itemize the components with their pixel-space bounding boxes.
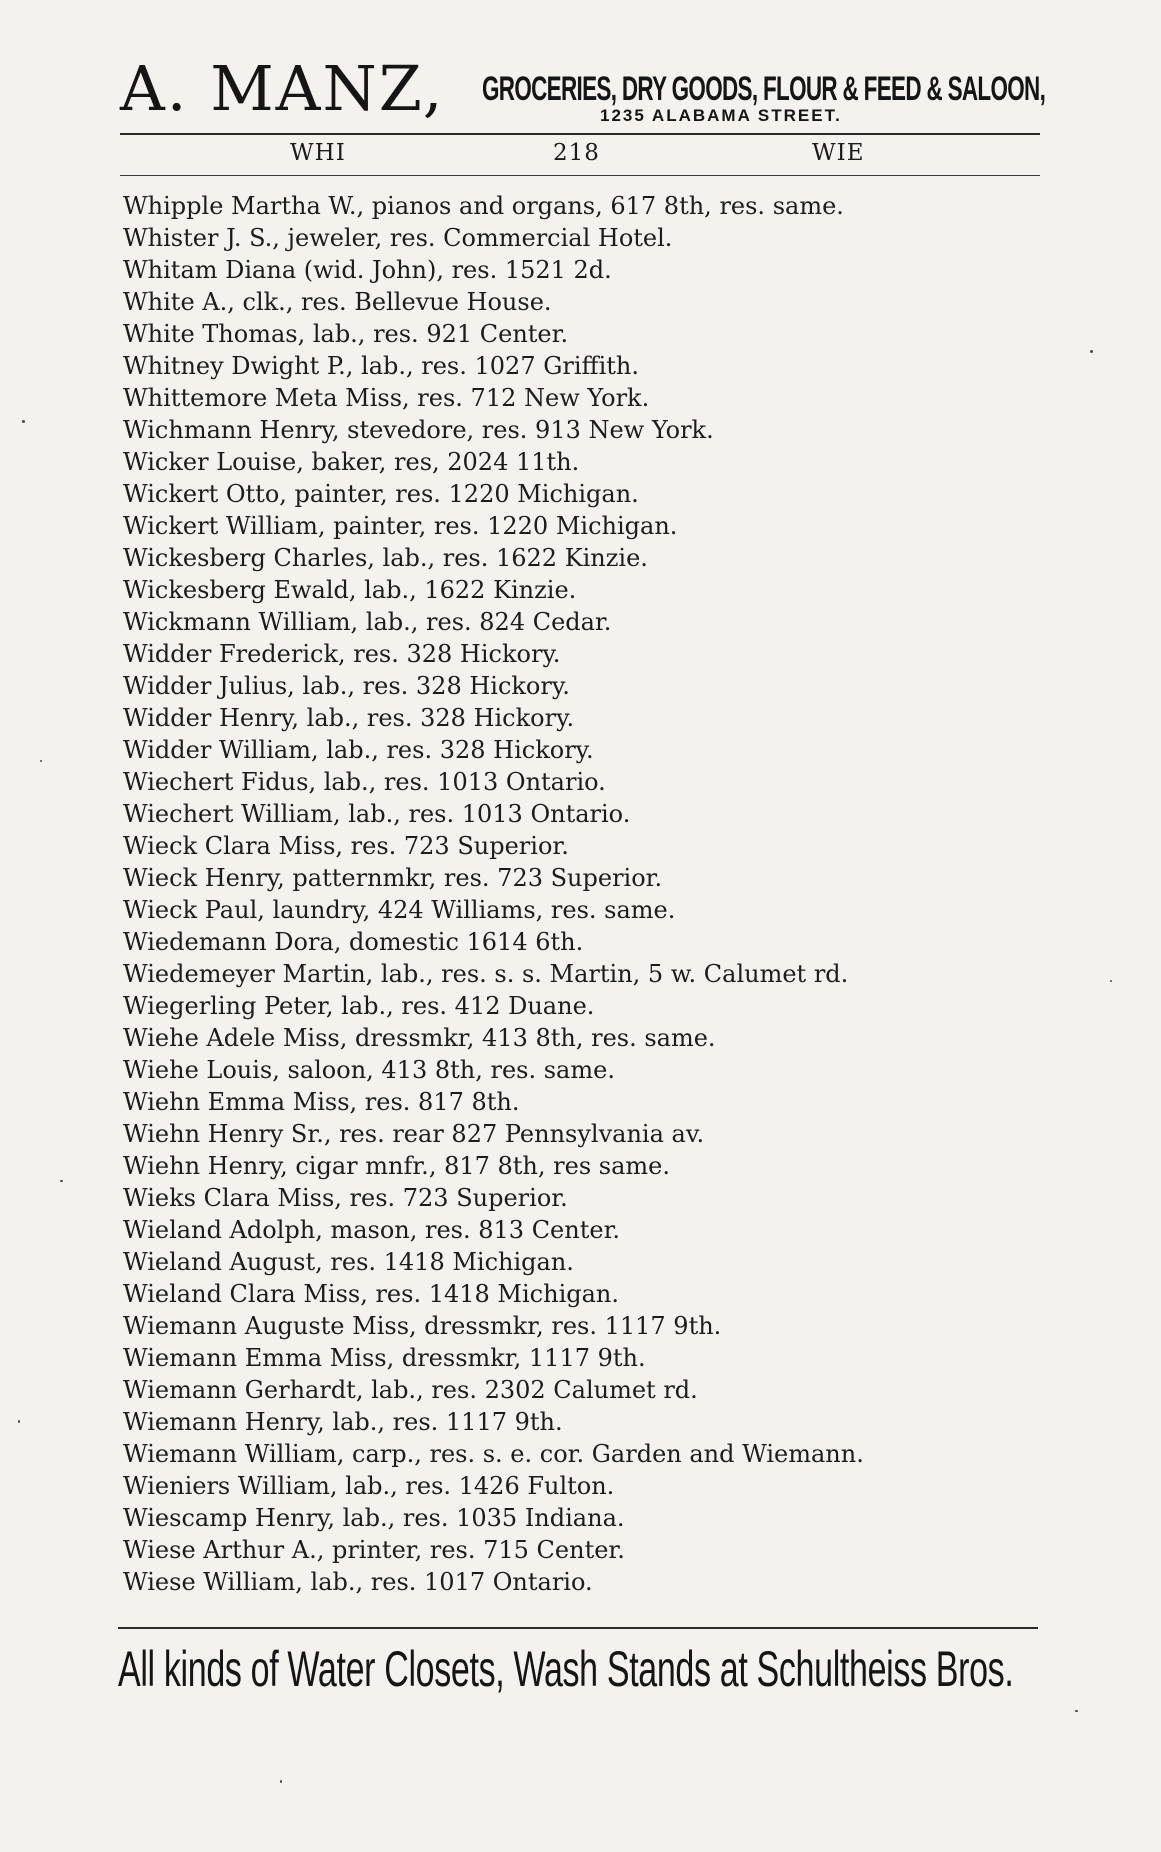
print-speck	[1075, 1710, 1078, 1712]
print-speck	[60, 1180, 63, 1182]
directory-entry: Wieland August, res. 1418 Michigan.	[123, 1248, 574, 1276]
directory-entries	[123, 190, 1053, 1598]
directory-entry: Wieniers William, lab., res. 1426 Fulton.	[123, 1472, 615, 1500]
directory-entry: Wiehn Emma Miss, res. 817 8th.	[123, 1088, 520, 1116]
directory-entry: Wieck Henry, patternmkr, res. 723 Superior.	[123, 864, 663, 892]
print-speck	[22, 420, 25, 423]
page-number: 218	[553, 140, 600, 166]
header-rule	[120, 133, 1040, 135]
directory-entry: Wiese William, lab., res. 1017 Ontario.	[123, 1568, 593, 1596]
print-speck	[1090, 350, 1093, 353]
directory-entry: Wiehn Henry, cigar mnfr., 817 8th, res same.	[123, 1152, 670, 1180]
directory-entry: Wieks Clara Miss, res. 723 Superior.	[123, 1184, 568, 1212]
directory-entry: Whitney Dwight P., lab., res. 1027 Griffith.	[123, 352, 639, 380]
directory-entry: Wicker Louise, baker, res, 2024 11th.	[123, 448, 580, 476]
directory-entry: Wiemann Henry, lab., res. 1117 9th.	[123, 1408, 563, 1436]
running-head-rule	[120, 175, 1040, 176]
directory-entry: Whipple Martha W., pianos and organs, 617 8th, res. same.	[123, 192, 844, 220]
footer-advertisement: All kinds of Water Closets, Wash Stands at Schultheiss Bros.	[118, 1641, 1014, 1697]
directory-entry: Wiechert Fidus, lab., res. 1013 Ontario.	[123, 768, 606, 796]
directory-entry: Wiemann Auguste Miss, dressmkr, res. 1117 9th.	[123, 1312, 722, 1340]
directory-entry: Wieck Paul, laundry, 424 Williams, res. same.	[123, 896, 676, 924]
directory-entry: Wiehn Henry Sr., res. rear 827 Pennsylvania av.	[123, 1120, 705, 1148]
directory-entry: Wickert Otto, painter, res. 1220 Michigan.	[123, 480, 639, 508]
directory-entry: White A., clk., res. Bellevue House.	[123, 288, 552, 316]
running-head-right: WIE	[812, 140, 865, 166]
directory-entry: Widder Henry, lab., res. 328 Hickory.	[123, 704, 575, 732]
directory-entry: Widder William, lab., res. 328 Hickory.	[123, 736, 594, 764]
directory-entry: Wickmann William, lab., res. 824 Cedar.	[123, 608, 612, 636]
print-speck	[18, 1420, 20, 1423]
directory-entry: Wickert William, painter, res. 1220 Michigan.	[123, 512, 678, 540]
directory-entry: Whitam Diana (wid. John), res. 1521 2d.	[123, 256, 612, 284]
directory-entry: Wieck Clara Miss, res. 723 Superior.	[123, 832, 569, 860]
directory-entry: Wiedemann Dora, domestic 1614 6th.	[123, 928, 584, 956]
directory-entry: Wieland Adolph, mason, res. 813 Center.	[123, 1216, 621, 1244]
directory-entry: White Thomas, lab., res. 921 Center.	[123, 320, 569, 348]
advertiser-address: 1235 ALABAMA STREET.	[600, 106, 842, 125]
directory-entry: Wiemann Gerhardt, lab., res. 2302 Calumet rd.	[123, 1376, 698, 1404]
running-head	[120, 140, 1040, 170]
print-speck	[280, 1780, 282, 1783]
directory-entry: Wickesberg Charles, lab., res. 1622 Kinzie.	[123, 544, 648, 572]
directory-entry: Wichmann Henry, stevedore, res. 913 New York.	[123, 416, 714, 444]
directory-entry: Whister J. S., jeweler, res. Commercial Hotel.	[123, 224, 673, 252]
print-speck	[40, 760, 42, 762]
directory-entry: Wiehe Louis, saloon, 413 8th, res. same.	[123, 1056, 615, 1084]
directory-entry: Wiescamp Henry, lab., res. 1035 Indiana.	[123, 1504, 625, 1532]
directory-entry: Wiemann William, carp., res. s. e. cor. Garden and Wiemann.	[123, 1440, 864, 1468]
header-advertisement	[120, 50, 1060, 140]
advertiser-business: GROCERIES, DRY GOODS, FLOUR & FEED & SALOON,	[482, 70, 1046, 108]
directory-entry: Wickesberg Ewald, lab., 1622 Kinzie.	[123, 576, 577, 604]
directory-entry: Wiegerling Peter, lab., res. 412 Duane.	[123, 992, 595, 1020]
footer-rule	[118, 1627, 1038, 1629]
directory-entry: Wiemann Emma Miss, dressmkr, 1117 9th.	[123, 1344, 646, 1372]
directory-entry: Whittemore Meta Miss, res. 712 New York.	[123, 384, 650, 412]
directory-entry: Wiese Arthur A., printer, res. 715 Center.	[123, 1536, 625, 1564]
running-head-left: WHI	[290, 140, 346, 166]
directory-entry: Wiechert William, lab., res. 1013 Ontario.	[123, 800, 631, 828]
directory-entry: Wiedemeyer Martin, lab., res. s. s. Martin, 5 w. Calumet rd.	[123, 960, 849, 988]
print-speck	[1110, 980, 1112, 982]
directory-entry: Widder Frederick, res. 328 Hickory.	[123, 640, 561, 668]
directory-entry: Wieland Clara Miss, res. 1418 Michigan.	[123, 1280, 619, 1308]
advertiser-name: A. MANZ,	[120, 52, 445, 125]
directory-entry: Widder Julius, lab., res. 328 Hickory.	[123, 672, 570, 700]
directory-entry: Wiehe Adele Miss, dressmkr, 413 8th, res. same.	[123, 1024, 716, 1052]
